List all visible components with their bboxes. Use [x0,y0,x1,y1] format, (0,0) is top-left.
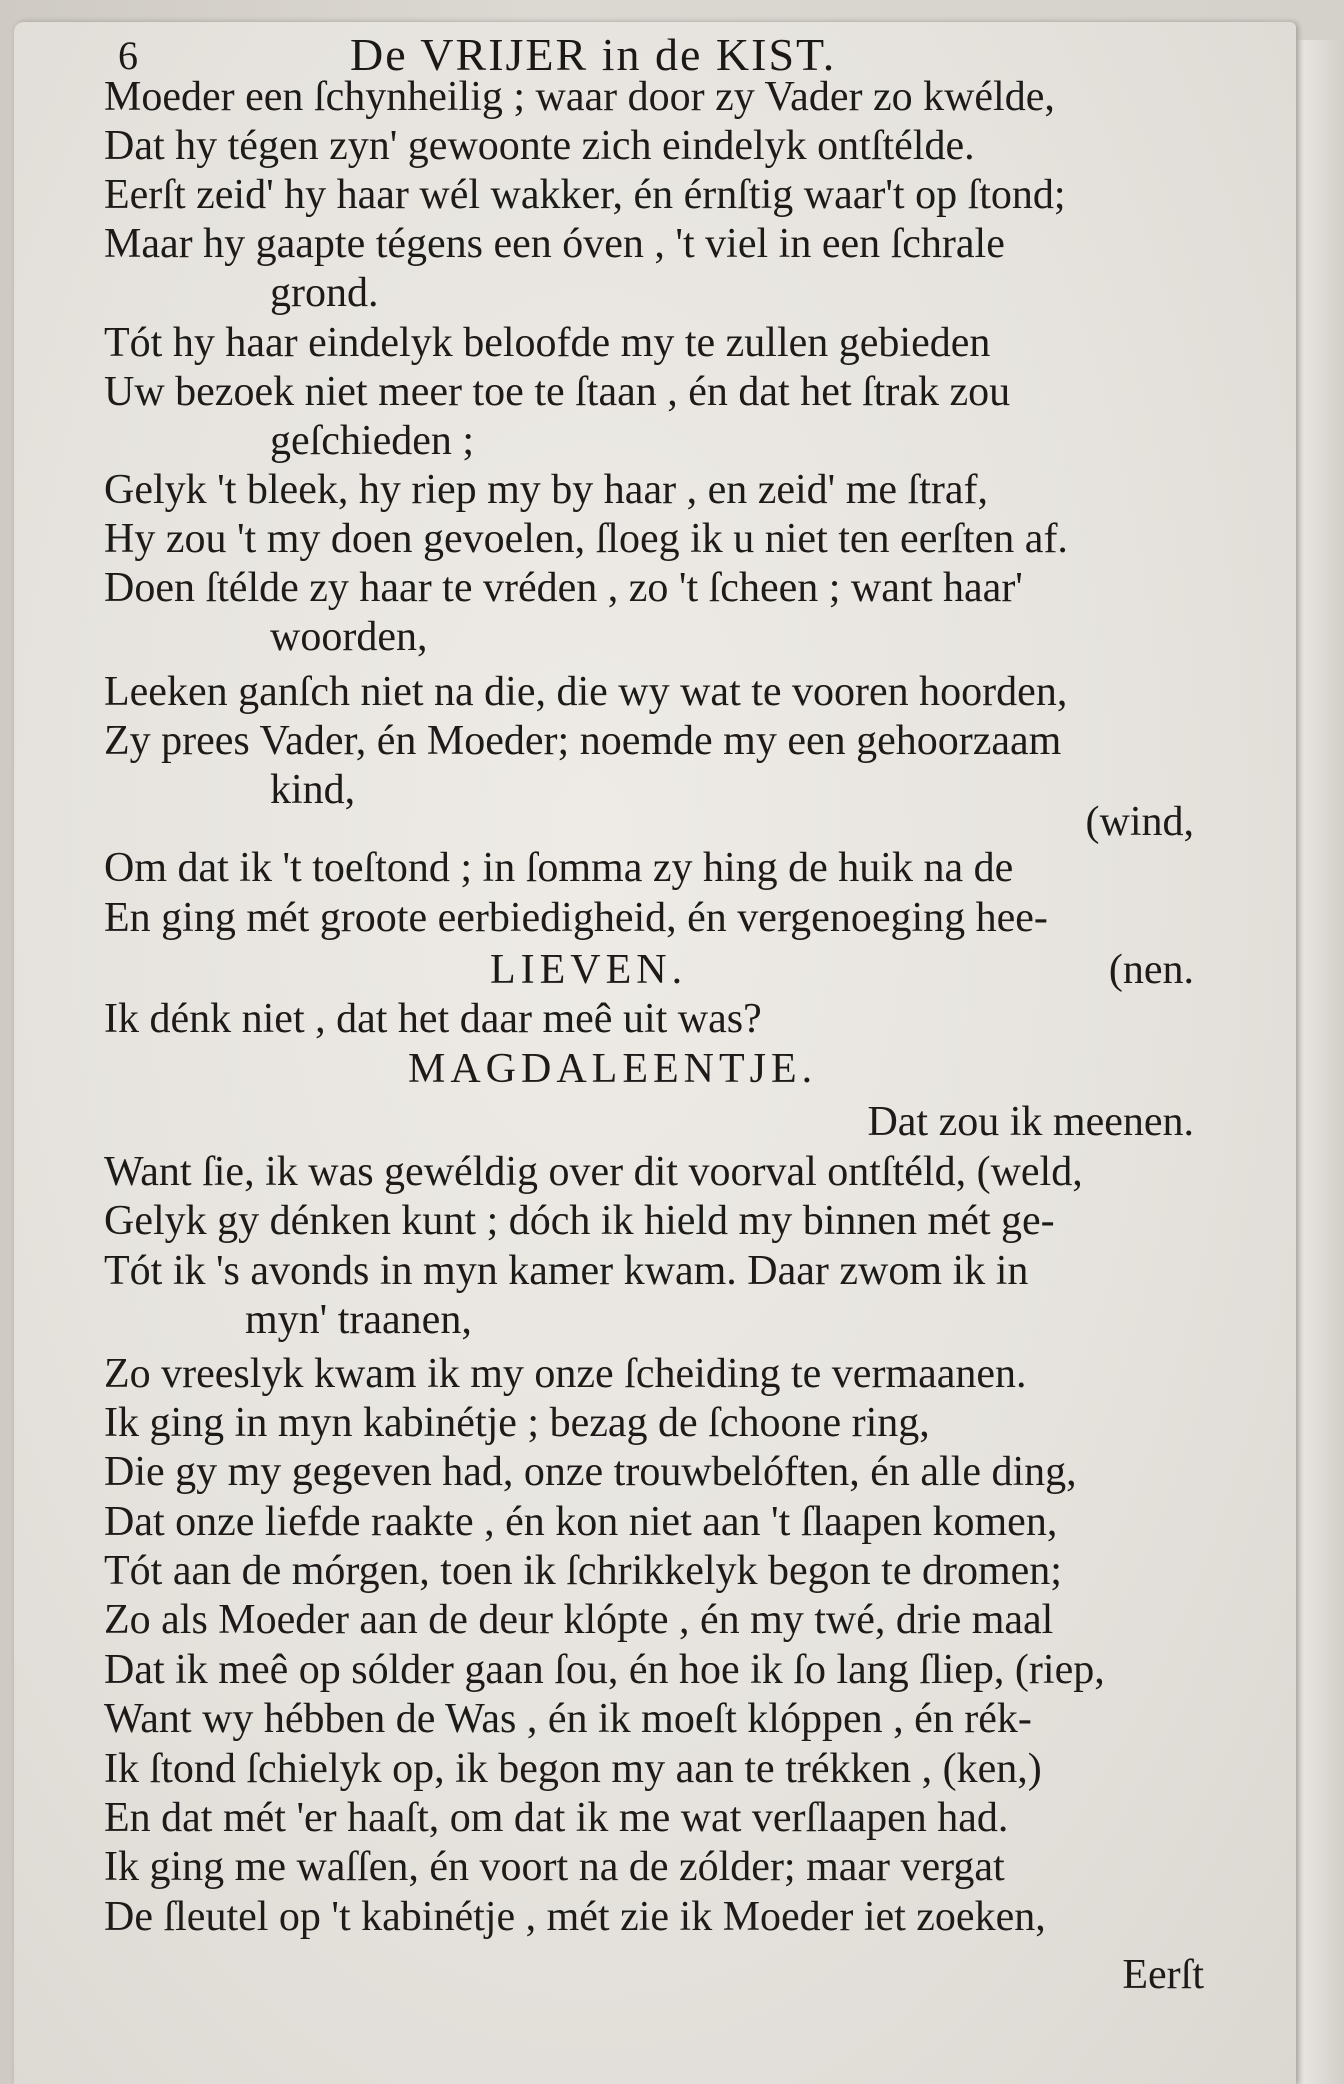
text-line: Ik ging in myn kabinétje ; bezag de ſchoone ring, [104,1400,930,1446]
text-line: Moeder een ſchynheilig ; waar door zy Vader zo kwélde, [104,74,1055,120]
text-line: De ſleutel op 't kabinétje , mét zie ik Moeder iet zoeken, [104,1894,1046,1940]
speaker-name: MAGDALEENTJE. [408,1046,818,1092]
text-line: Uw bezoek niet meer toe te ſtaan , én dat het ſtrak zou [104,369,1011,415]
text-line: Maar hy gaapte tégens een óven , 't viel in een ſchrale [104,221,1005,267]
text-line: woorden, [270,614,428,660]
text-line: Want ſie, ik was gewéldig over dit voorval ontſtéld, (weld, [104,1149,1083,1195]
text-line: Tót ik 's avonds in myn kamer kwam. Daar zwom ik in [104,1248,1029,1294]
text-line: Want wy hébben de Was , én ik moeſt klóppen , én rék- [104,1696,1032,1742]
text-line: Gelyk gy dénken kunt ; dóch ik hield my binnen mét ge- [104,1198,1055,1244]
text-line: Ik ging me waſſen, én voort na de zólder; maar vergat [104,1844,1005,1890]
text-line: Dat ik meê op sólder gaan ſou, én hoe ik ſo lang ſliep, (riep, [104,1647,1105,1693]
text-line: Dat zou ik meenen. [867,1099,1194,1145]
catchword: Eerſt [1122,1952,1204,1998]
text-line: Gelyk 't bleek, hy riep my by haar , en zeid' me ſtraf, [104,467,988,513]
text-line: Eerſt zeid' hy haar wél wakker, én érnſtig waar't op ſtond; [104,172,1066,218]
text-line: Tót hy haar eindelyk beloofde my te zullen gebieden [104,320,991,366]
text-line: myn' traanen, [245,1297,472,1343]
text-line: Zy prees Vader, én Moeder; noemde my een gehoorzaam [104,718,1062,764]
text-line: kind, [270,767,356,813]
text-line: Zo als Moeder aan de deur klópte , én my twé, drie maal [104,1597,1054,1643]
text-line: Dat hy tégen zyn' gewoonte zich eindelyk ontſtélde. [104,123,975,169]
text-line: Die gy my gegeven had, onze trouwbelóften, én alle ding, [104,1449,1077,1495]
text-line: Tót aan de mórgen, toen ik ſchrikkelyk begon te dromen; [104,1548,1062,1594]
text-line: Doen ſtélde zy haar te vréden , zo 't ſcheen ; want haar' [104,565,1023,611]
text-line: geſchieden ; [270,418,475,464]
text-line: Om dat ik 't toeſtond ; in ſomma zy hing de huik na de [104,845,1014,891]
text-line: Zo vreeslyk kwam ik my onze ſcheiding te vermaanen. [104,1351,1027,1397]
text-line: (nen. [1108,947,1194,993]
text-line: grond. [270,270,379,316]
text-line: Leeken ganſch niet na die, die wy wat te vooren hoorden, [104,669,1068,715]
text-line: Ik ſtond ſchielyk op, ik begon my aan te trékken , (ken,) [104,1746,1042,1792]
text-line: (wind, [1085,799,1194,845]
text-line: En ging mét groote eerbiedigheid, én vergenoeging hee- [104,895,1048,941]
text-line: Hy zou 't my doen gevoelen, ſloeg ik u niet ten eerſten af. [104,516,1068,562]
running-title: De VRIJER in de KIST. [350,29,837,80]
text-line: Ik dénk niet , dat het daar meê uit was? [104,996,762,1042]
speaker-name: LIEVEN. [490,947,688,993]
page-number: 6 [118,33,138,78]
text-line: Dat onze liefde raakte , én kon niet aan 't ſlaapen komen, [104,1499,1058,1545]
text-line: En dat mét 'er haaſt, om dat ik me wat verſlaapen had. [104,1795,1009,1841]
